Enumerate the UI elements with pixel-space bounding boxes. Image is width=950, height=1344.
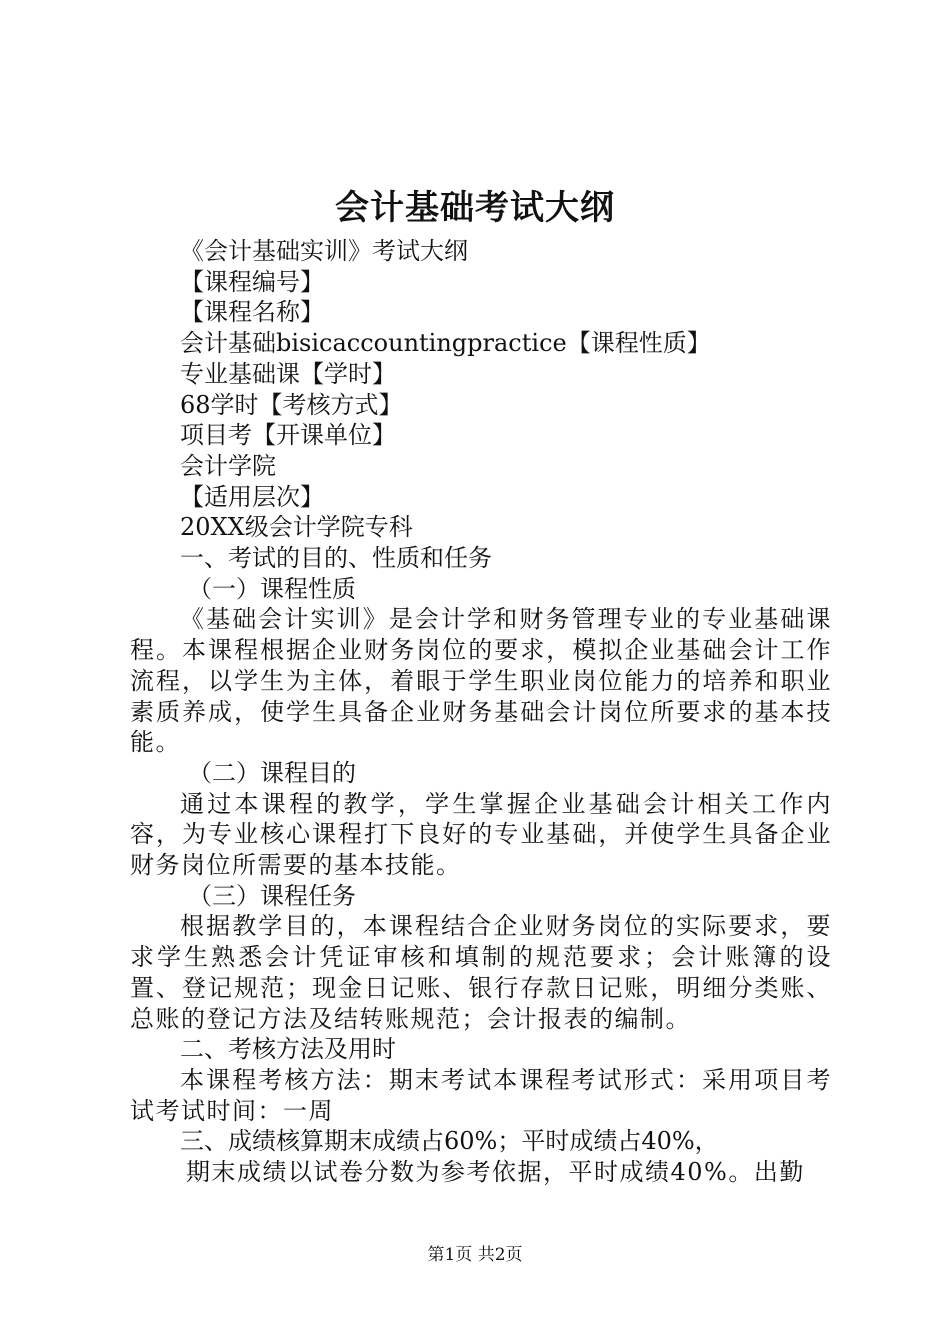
- offering-unit-value: 会计学院: [180, 451, 276, 480]
- subsection-course-purpose: （二）课程目的: [188, 758, 356, 787]
- exam-outline-heading: 《会计基础实训》考试大纲: [180, 237, 468, 265]
- document-body: [130, 236, 832, 1188]
- course-tasks-paragraph: 根据教学目的，本课程结合企业财务岗位的实际要求，要求学生熟悉会计凭证审核和填制的规范要求；会计账簿的设置、登记规范；现金日记账、银行存款日记账，明细分类账、总账的登记方法及结转账规范；会计报表的编制。: [130, 912, 832, 1033]
- course-purpose-paragraph: 通过本课程的教学，学生掌握企业基础会计相关工作内容，为专业核心课程打下良好的专业基础，并使学生具备企业财务岗位所需要的基本技能。: [130, 789, 832, 880]
- subsection-course-nature: （一）课程性质: [188, 574, 356, 603]
- course-hours-value: 68学时【考核方式】: [180, 390, 403, 419]
- page-number-footer: 第1页 共2页: [427, 1245, 523, 1265]
- course-code-label: 【课程编号】: [180, 267, 324, 296]
- section-3-heading: 三、成绩核算期末成绩占60%；平时成绩占40%，: [180, 1127, 719, 1156]
- assessment-paragraph: 本课程考核方法：期末考试本课程考试形式：采用项目考试考试时间：一周: [130, 1065, 832, 1125]
- document-title: 会计基础考试大纲: [335, 188, 615, 228]
- course-name-value: 会计基础bisicaccountingpractice【课程性质】: [180, 329, 711, 358]
- assessment-method-value: 项目考【开课单位】: [180, 421, 396, 450]
- course-name-label: 【课程名称】: [180, 298, 324, 327]
- course-nature-paragraph: 《基础会计实训》是会计学和财务管理专业的专业基础课程。本课程根据企业财务岗位的要求，模拟企业基础会计工作流程，以学生为主体，着眼于学生职业岗位能力的培养和职业素质养成，使学生具备企业财务基础会计岗位所要求的基本技能。: [130, 605, 832, 757]
- subsection-course-tasks: （三）课程任务: [188, 881, 356, 910]
- section-1-heading: 一、考试的目的、性质和任务: [180, 544, 492, 573]
- applicable-level-label: 【适用层次】: [180, 482, 324, 511]
- section-2-heading: 二、考核方法及用时: [180, 1035, 396, 1064]
- applicable-level-value: 20XX级会计学院专科: [180, 513, 413, 542]
- final-score-paragraph: 期末成绩以试卷分数为参考依据，平时成绩40%。出勤: [186, 1158, 805, 1187]
- course-nature-value: 专业基础课【学时】: [180, 359, 396, 388]
